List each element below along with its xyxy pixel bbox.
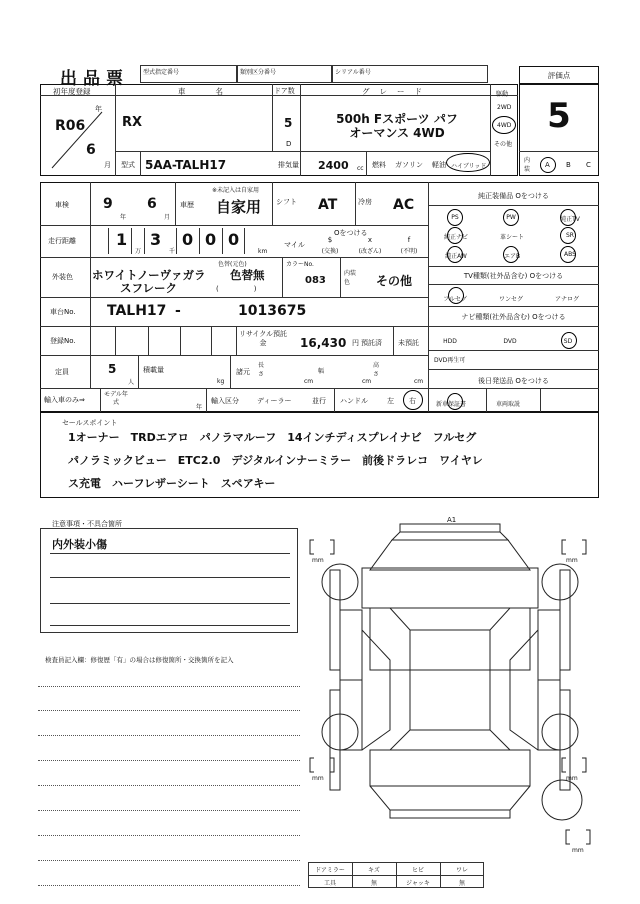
handle-right: 右 — [409, 397, 416, 405]
navi-title: ナビ種類(社外品含む) Oをつける — [461, 313, 566, 321]
tv-fullseg: フルセグ — [443, 296, 467, 303]
opt3: f — [407, 236, 411, 244]
post-title: 後日発送品 Oをつける — [478, 377, 549, 385]
color-paren: ( ) — [216, 285, 257, 293]
selling-points-label: セールスポイント — [62, 419, 118, 427]
tv-fullseg-circle — [448, 287, 464, 304]
fuel-hybrid: ハイブリッド — [451, 163, 487, 170]
history-label: 車歴 — [180, 201, 194, 209]
equip-title: 純正装備品 Oをつける — [478, 192, 549, 200]
mileage-digit-3: 0 — [182, 230, 194, 249]
serial-label: シリアル番号 — [335, 69, 371, 76]
door-d: D — [286, 140, 292, 148]
form-title: 出品票 — [60, 69, 129, 89]
equip-ps-circle — [447, 209, 463, 226]
recycle-paid: 預託済 — [361, 339, 382, 347]
dim-length-cm: cm — [304, 378, 314, 385]
post-warranty: 新車保証書 — [436, 401, 467, 408]
color-no: 083 — [305, 275, 326, 286]
post-manual: 車両取説 — [496, 401, 521, 408]
chassis-dash: - — [175, 303, 181, 319]
cool: AC — [393, 197, 415, 213]
dim-height-cm: cm — [414, 378, 424, 385]
recycle-unpaid: 未預託 — [398, 339, 419, 347]
grade-line1: 500h Fスポーツ パフ — [336, 112, 458, 126]
score-value: 5 — [547, 96, 571, 136]
mm-fr: mm — [566, 557, 578, 564]
model-label: 型式 — [121, 161, 135, 169]
load-label: 積載量 — [143, 366, 164, 374]
color-no-label: カラーNo. — [286, 261, 314, 268]
mm-rl: mm — [312, 775, 324, 782]
grade-label: グレード — [362, 87, 432, 96]
fuel-hybrid-circle — [446, 153, 490, 172]
opt2: x — [367, 236, 373, 244]
disp-unit: cc — [357, 165, 364, 172]
recycle: 16,430 — [300, 336, 347, 350]
interior-c: C — [586, 161, 591, 169]
regno-label: 登録No. — [50, 337, 76, 345]
interior-a: A — [545, 161, 550, 169]
mm-fl: mm — [312, 557, 324, 564]
navi-dvd: DVD — [503, 338, 517, 345]
capacity: 5 — [108, 362, 117, 376]
mileage-digit-5: 0 — [228, 230, 240, 249]
interior-a-circle — [540, 157, 556, 173]
opt1b: (交換) — [321, 248, 339, 255]
interior-label: 内装 — [524, 157, 531, 173]
dims-label: 諸元 — [236, 368, 250, 376]
navi-sd-circle — [561, 332, 577, 349]
recycle-label: リサイクル預託金 — [238, 330, 288, 347]
model-year-label: モデル年式 — [104, 391, 128, 406]
navi-sd: SD — [563, 338, 573, 345]
color-change-label: 色替(元色) — [218, 261, 247, 268]
color-label: 外装色 — [52, 273, 73, 281]
equip-navi-circle — [447, 227, 463, 244]
inspector-label: 検査員記入欄：修復歴「有」の場合は修復箇所・交換箇所を記入 — [45, 656, 234, 664]
mileage-man: 万 — [135, 248, 142, 255]
equip-sr: SR — [566, 232, 574, 239]
handle-right-circle — [403, 390, 423, 410]
mm-spare: mm — [572, 847, 584, 854]
door-count: 5 — [284, 116, 293, 130]
car-diagram — [300, 510, 610, 870]
equip-airbag: エアB — [503, 253, 521, 260]
import-parallel: 並行 — [312, 397, 326, 405]
opt3b: (不明) — [400, 248, 418, 255]
equip-tv: 純正TV — [560, 216, 580, 223]
import-dealer: ディーラー — [257, 397, 292, 405]
drive-4wd-circle — [492, 116, 516, 134]
fuel-label: 燃料 — [372, 161, 386, 169]
insp-month-unit: 月 — [164, 214, 171, 221]
tv-analog: アナログ — [554, 296, 579, 303]
legend-c1b: 工具 — [323, 880, 336, 887]
dim-height: 高さ — [373, 362, 380, 378]
drive-4wd: 4WD — [497, 122, 512, 129]
tv-oneseg: ワンセグ — [498, 296, 523, 303]
opt2b: (改ざん) — [358, 248, 382, 255]
drive-other: その他 — [494, 141, 513, 148]
equip-pw-circle — [503, 209, 519, 226]
history: 自家用 — [216, 198, 262, 216]
insp-year: 9 — [103, 196, 113, 212]
equip-navi: 純正ナビ — [443, 234, 468, 241]
reg-month-unit: 月 — [104, 161, 111, 169]
equip-abs-circle — [560, 246, 576, 263]
equip-abs: ABS — [564, 251, 576, 258]
history-note: ※未記入は自家用 — [212, 187, 260, 194]
equip-aw: 純正AW — [445, 253, 467, 260]
opt1: $ — [327, 236, 333, 244]
dvd-play: DVD再生可 — [434, 357, 466, 364]
recycle-unit: 円 — [352, 339, 359, 347]
door-label: ドア数 — [274, 87, 295, 95]
legend-c2a: キズ — [368, 867, 380, 874]
equip-tv-circle — [560, 209, 576, 226]
class-label: 類別区分番号 — [240, 69, 277, 76]
handle-label: ハンドル — [340, 397, 368, 405]
capacity-unit: 人 — [128, 379, 135, 386]
reg-label: 初年度登録 — [53, 87, 91, 96]
chassis-prefix: TALH17 — [107, 303, 167, 319]
mileage-km: km — [258, 248, 268, 255]
mileage-digit-1: 1 — [116, 230, 128, 249]
interior-color: その他 — [376, 274, 413, 288]
grade-line2: オーマンス 4WD — [349, 126, 445, 140]
mileage-digit-2: 3 — [150, 230, 162, 249]
color-line2: スフレーク — [120, 281, 178, 295]
drive-2wd: 2WD — [497, 104, 512, 111]
legend-c4b: 無 — [458, 880, 465, 887]
legend-c3b: ジャッキ — [406, 880, 430, 887]
reg-era: R06 — [55, 118, 86, 134]
selling-line1: 1オーナー TRDエアロ パノラマルーフ 14インチディスプレイナビ フルセグ — [68, 431, 477, 444]
drive-label: 駆動 — [496, 91, 509, 98]
model-code: 5AA-TALH17 — [145, 158, 227, 172]
legend-c2b: 無 — [370, 880, 377, 887]
interior-color-label: 内装色 — [344, 270, 357, 286]
capacity-label: 定員 — [55, 368, 69, 376]
shift: AT — [318, 197, 338, 213]
mile-label: マイル — [284, 241, 305, 249]
shift-label: シフト — [276, 198, 297, 206]
dim-length: 長さ — [258, 362, 265, 378]
dim-width: 幅 — [318, 368, 325, 375]
model-approval-label: 型式指定番号 — [143, 69, 180, 76]
disp-label: 排気量 — [278, 161, 299, 169]
reg-month: 6 — [86, 142, 96, 158]
chassis-label: 車台No. — [50, 308, 76, 316]
car-name-label: 車名 — [178, 87, 253, 96]
legend-c3a: ヒビ — [411, 867, 424, 874]
selling-line3: ス充電 ハーフレザーシート スペアキー — [68, 477, 276, 490]
tv-title: TV種類(社外品含む) Oをつける — [463, 272, 564, 280]
equip-aw-circle — [447, 246, 463, 263]
mileage-digit-4: 0 — [205, 230, 217, 249]
reg-year-unit: 年 — [95, 105, 102, 113]
equip-ps: PS — [451, 214, 459, 221]
import-label: 輸入車のみ⇒ — [44, 396, 85, 404]
a1-mark: A1 — [447, 516, 457, 524]
car-name: RX — [122, 115, 143, 130]
load-kg: kg — [217, 378, 225, 385]
import-type-label: 輸入区分 — [211, 397, 239, 405]
legend-c4a: ワレ — [455, 867, 468, 874]
navi-hdd: HDD — [443, 338, 457, 345]
notes-text: 内外装小傷 — [52, 538, 107, 551]
color-change: 色替無 — [230, 268, 265, 282]
interior-b: B — [566, 161, 571, 169]
mileage-label: 走行距離 — [48, 237, 76, 245]
insp-month: 6 — [147, 196, 157, 212]
notes-label: 注意事項・不具合箇所 — [52, 520, 122, 528]
legend-c1a: ドアミラー — [315, 867, 345, 874]
handle-left: 左 — [387, 397, 394, 405]
equip-leather: 革シート — [499, 234, 524, 241]
equip-pw: PW — [506, 214, 516, 221]
mileage-sen: 千 — [169, 248, 176, 255]
inspection-label: 車検 — [55, 201, 69, 209]
insp-year-unit: 年 — [120, 214, 127, 221]
color-line1: ホワイトノーヴァガラ — [92, 268, 206, 282]
selling-line2: パノラミックビュー ETC2.0 デジタルインナーミラー 前後ドラレコ ワイヤレ — [68, 454, 483, 467]
displacement: 2400 — [318, 159, 349, 172]
model-year-unit: 年 — [196, 404, 203, 411]
cool-label: 冷房 — [358, 198, 372, 206]
chassis-num: 1013675 — [238, 303, 307, 319]
fuel-gas: ガソリン — [395, 161, 423, 169]
mm-rr: mm — [566, 775, 578, 782]
circle-note: Oをつける — [334, 229, 368, 237]
dim-width-cm: cm — [362, 378, 372, 385]
fuel-diesel: 軽油 — [432, 161, 446, 169]
score-label: 評価点 — [547, 71, 571, 80]
post-warranty-circle — [447, 393, 463, 410]
equip-sr-circle — [560, 227, 576, 244]
equip-airbag-circle — [503, 246, 519, 263]
